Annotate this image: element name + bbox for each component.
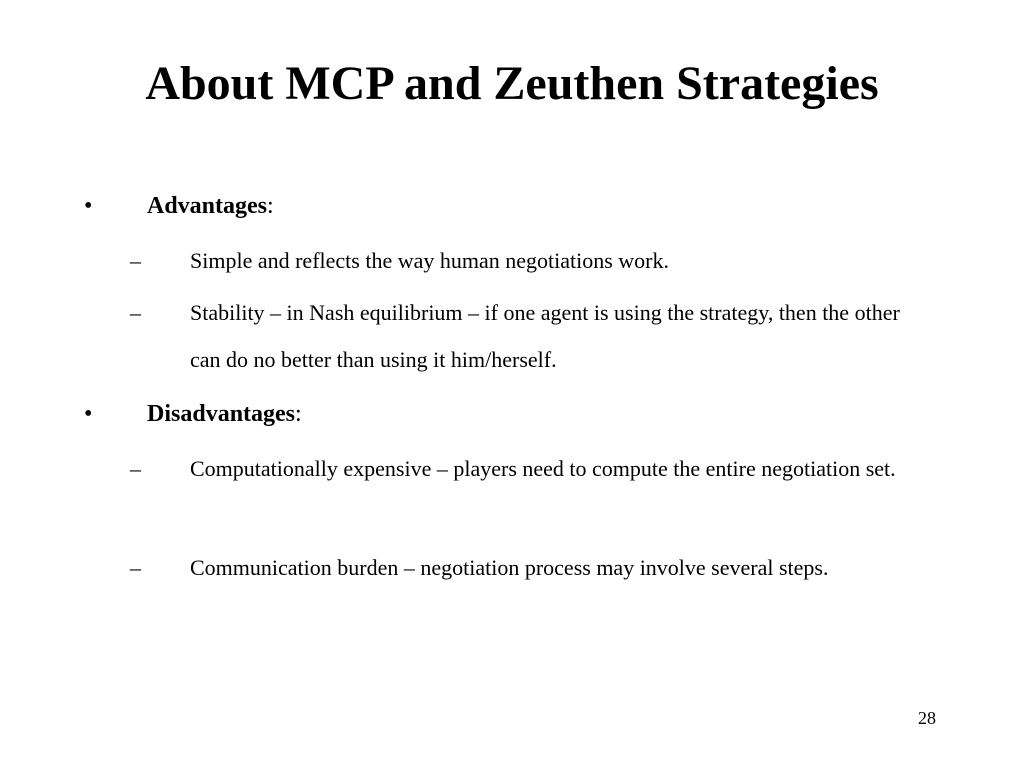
slide-title: About MCP and Zeuthen Strategies [145, 57, 879, 110]
list-item-text: Computationally expensive – players need to compute the entire negotiation set. [190, 456, 896, 481]
dash-marker: – [130, 555, 141, 580]
dash-marker: – [130, 456, 141, 481]
section-heading-label: Disadvantages [147, 401, 296, 427]
list-item-text: Stability – in Nash equilibrium – if one agent is using the strategy, then the other can do no better than using it him/herself. [190, 300, 900, 372]
section-heading [147, 192, 274, 220]
dash-marker: – [130, 248, 141, 273]
bullet-marker: • [84, 401, 93, 427]
section-heading-label: Advantages [147, 193, 268, 219]
section-heading-colon: : [295, 401, 302, 427]
dash-marker: – [130, 300, 141, 325]
list-item-text: Simple and reflects the way human negotiations work. [190, 248, 669, 273]
section-heading [147, 400, 302, 428]
section-heading-colon: : [267, 193, 274, 219]
list-item-text: Communication burden – negotiation process may involve several steps. [190, 555, 829, 580]
bullet-marker: • [84, 193, 93, 219]
page-number: 28 [918, 708, 936, 728]
